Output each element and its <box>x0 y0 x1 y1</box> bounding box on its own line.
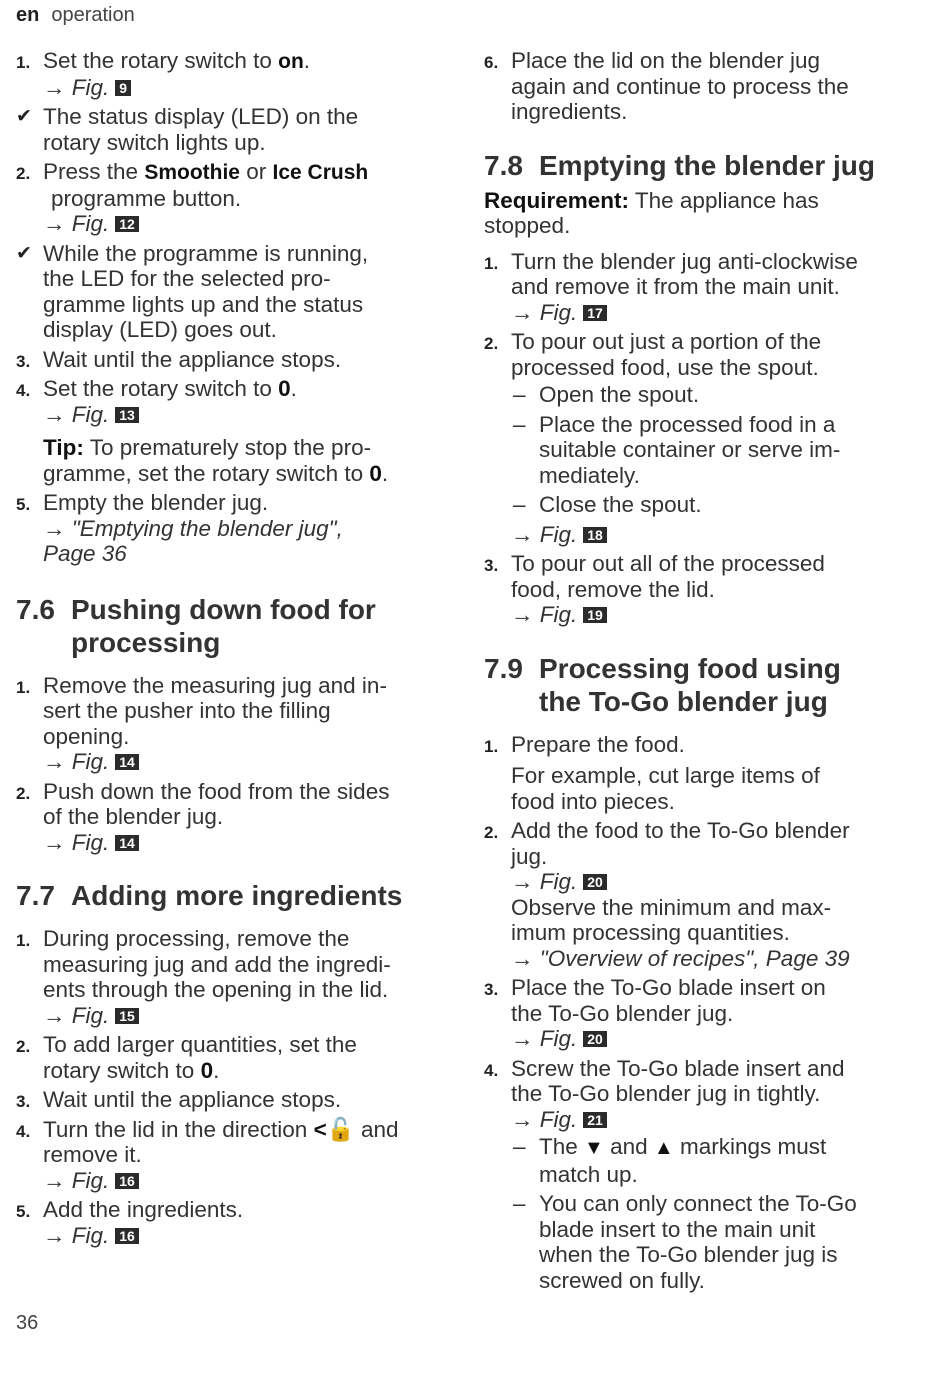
step-5 <box>16 490 446 567</box>
step-4 <box>16 376 446 427</box>
step-number: 4. <box>16 381 31 400</box>
conjunction: and <box>361 1116 399 1142</box>
figure-label: → Fig. <box>43 749 110 774</box>
figure-label: → Fig. <box>43 211 110 236</box>
figure-ref <box>511 522 924 548</box>
dash-bullet: – <box>513 1134 526 1159</box>
figure-label: → Fig. <box>511 521 578 547</box>
figure-badge: 14 <box>115 754 139 770</box>
step-1 <box>16 673 446 775</box>
figure-badge: 21 <box>583 1112 607 1128</box>
punctuation: . <box>213 1057 220 1083</box>
figure-badge: 12 <box>115 216 139 232</box>
result-line: rotary switch lights up. <box>43 129 266 155</box>
sub-step-text: when the To-Go blender jug is <box>539 1242 838 1267</box>
figure-ref <box>511 1026 924 1052</box>
step-number: 2. <box>484 334 499 353</box>
figure-label: → Fig. <box>511 869 578 894</box>
step-text: Wait until the appliance stops. <box>43 346 342 372</box>
figure-badge: 16 <box>115 1228 139 1244</box>
section-title: Pushing down food for <box>71 593 376 625</box>
figure-label: → Fig. <box>43 401 110 427</box>
step-2 <box>16 779 446 856</box>
sub-step-text: suitable container or serve im- <box>539 437 841 462</box>
figure-label: → Fig. <box>43 1002 110 1028</box>
step-text: Turn the blender jug anti-clockwise <box>511 248 858 274</box>
switch-position: 0 <box>369 460 382 486</box>
step-text: Remove the measuring jug and in- <box>43 672 387 698</box>
sub-step-text: blade insert to the main unit <box>539 1216 816 1242</box>
step-number: 1. <box>484 736 499 756</box>
section-title: the To-Go blender jug <box>539 685 828 717</box>
step-number: 3. <box>484 980 499 999</box>
cross-reference-link[interactable]: → "Emptying the blender jug", <box>43 515 343 541</box>
result-line: gramme lights up and the status <box>43 291 364 317</box>
programme-ice-crush: Ice Crush <box>272 161 369 184</box>
step-text: To add larger quantities, set the <box>43 1032 357 1057</box>
tip-text: gramme, set the rotary switch to <box>43 460 364 486</box>
tip-text: To prematurely stop the pro- <box>89 435 372 460</box>
step-2 <box>484 329 924 547</box>
result-line: display (LED) goes out. <box>43 317 277 342</box>
sub-step <box>511 382 924 408</box>
step-text: measuring jug and add the ingredi- <box>43 951 391 977</box>
step-text: Add the food to the To-Go blender <box>511 818 850 843</box>
step-number: 2. <box>16 1037 31 1056</box>
sub-step <box>511 492 924 518</box>
step-3 <box>484 551 924 628</box>
section-heading-7-7 <box>16 879 446 912</box>
step-6 <box>484 48 924 125</box>
step-1 <box>16 48 446 100</box>
figure-ref <box>43 1168 446 1194</box>
figure-ref <box>511 869 924 895</box>
figure-badge: 9 <box>115 80 131 96</box>
step-1 <box>16 926 446 1028</box>
sub-step-text: match up. <box>539 1161 638 1187</box>
sub-step-text: Close the spout. <box>539 492 702 517</box>
step-text: Screw the To-Go blade insert and <box>511 1055 845 1081</box>
sub-step-text: Open the spout. <box>539 382 700 407</box>
figure-ref <box>43 211 446 237</box>
language-code: en <box>16 4 40 26</box>
step-4 <box>484 1056 924 1294</box>
figure-badge: 18 <box>583 527 607 543</box>
sub-step-text: markings must <box>679 1134 827 1159</box>
step-number: 5. <box>16 495 31 514</box>
right-column <box>484 48 924 1297</box>
step-note: food into pieces. <box>511 788 675 814</box>
requirement-text: The appliance has <box>634 187 819 213</box>
step-text: jug. <box>511 843 548 869</box>
figure-ref <box>43 75 446 101</box>
figure-label: → Fig. <box>511 602 578 627</box>
punctuation: . <box>303 48 311 73</box>
section-title: Emptying the blender jug <box>539 149 876 181</box>
check-icon: ✔ <box>16 242 32 264</box>
step-text: Wait until the appliance stops. <box>43 1087 342 1112</box>
step-number: 5. <box>16 1202 31 1221</box>
step-text: Press the <box>43 159 139 184</box>
step-3 <box>484 975 924 1052</box>
figure-label: → Fig. <box>43 829 110 855</box>
sub-step-text: The <box>539 1134 578 1159</box>
step-number: 3. <box>16 351 31 371</box>
step-text: again and continue to process the <box>511 73 849 99</box>
result-line: While the programme is running, <box>43 240 369 266</box>
step-2 <box>16 159 446 237</box>
triangle-up-icon: ▲ <box>653 1137 674 1159</box>
tip-note <box>43 435 446 486</box>
step-3 <box>16 347 446 373</box>
step-text: opening. <box>43 723 130 749</box>
punctuation: . <box>290 376 297 401</box>
section-heading-7-8 <box>484 149 924 182</box>
figure-ref <box>511 602 924 628</box>
switch-position: 0 <box>278 376 291 401</box>
step-text: the To-Go blender jug in tightly. <box>511 1081 821 1106</box>
section-number: 7.7 <box>16 880 55 911</box>
section-number: 7.6 <box>16 593 55 625</box>
step-text: ingredients. <box>511 99 628 124</box>
conjunction: or <box>246 159 267 184</box>
figure-label: → Fig. <box>511 299 578 325</box>
step-number: 1. <box>484 253 499 273</box>
left-column <box>16 48 446 1252</box>
step-text: Place the lid on the blender jug <box>511 48 820 73</box>
switch-position: on <box>278 50 304 73</box>
section-number: 7.9 <box>484 652 523 684</box>
figure-badge: 20 <box>583 1031 607 1047</box>
step-text: processed food, use the spout. <box>511 354 819 380</box>
step-text: food, remove the lid. <box>511 576 715 602</box>
figure-label: → Fig. <box>511 1026 578 1051</box>
result-line: the LED for the selected pro- <box>43 266 331 291</box>
step-note: imum processing quantities. <box>511 920 790 945</box>
section-title: processing <box>71 626 221 658</box>
tip-label: Tip: <box>43 435 84 460</box>
step-text: Place the To-Go blade insert on <box>511 975 826 1000</box>
step-number: 1. <box>16 931 31 950</box>
figure-ref <box>43 1223 446 1249</box>
figure-label: → Fig. <box>511 1106 578 1132</box>
figure-label: → Fig. <box>43 74 110 100</box>
figure-ref <box>511 300 924 326</box>
sub-step-text: screwed on fully. <box>539 1267 705 1293</box>
page-number: 36 <box>16 1312 39 1334</box>
step-number: 6. <box>484 53 499 72</box>
step-number: 1. <box>16 53 31 72</box>
check-icon: ✔ <box>16 106 32 127</box>
step-1 <box>484 249 924 326</box>
step-text: sert the pusher into the filling <box>43 698 331 723</box>
sub-step <box>511 1191 924 1293</box>
figure-ref <box>43 402 446 428</box>
triangle-down-icon: ▼ <box>584 1137 604 1159</box>
cross-reference-link[interactable]: → "Overview of recipes", Page 39 <box>511 945 850 971</box>
step-3 <box>16 1087 446 1113</box>
dash-bullet: – <box>513 411 526 437</box>
conjunction: and <box>610 1134 648 1159</box>
figure-badge: 20 <box>583 874 607 890</box>
step-number: 4. <box>484 1060 499 1080</box>
cross-reference-page[interactable]: Page 36 <box>43 541 127 566</box>
step-4 <box>16 1117 446 1194</box>
requirement-note <box>484 188 924 239</box>
punctuation: . <box>381 460 389 486</box>
step-2 <box>484 818 924 971</box>
step-number: 2. <box>484 823 499 842</box>
requirement-label: Requirement: <box>484 187 630 213</box>
step-text: Turn the lid in the direction <box>43 1116 308 1142</box>
step-text: remove it. <box>43 1142 142 1167</box>
step-text: and remove it from the main unit. <box>511 274 840 299</box>
step-text: To pour out just a portion of the <box>511 329 822 354</box>
result-2 <box>16 241 446 343</box>
section-heading-7-9 <box>484 652 924 718</box>
figure-ref <box>43 830 446 856</box>
figure-badge: 19 <box>583 607 607 623</box>
step-text: Prepare the food. <box>511 731 685 757</box>
figure-label: → Fig. <box>43 1167 110 1193</box>
figure-badge: 13 <box>115 407 139 423</box>
result-line: The status display (LED) on the <box>43 104 359 129</box>
step-5 <box>16 1197 446 1248</box>
sub-step-text: mediately. <box>539 462 640 488</box>
dash-bullet: – <box>513 1191 526 1216</box>
figure-ref <box>43 749 446 775</box>
figure-label: → Fig. <box>43 1222 110 1248</box>
step-text: Set the rotary switch to <box>43 48 272 73</box>
step-number: 3. <box>484 556 499 575</box>
step-number: 2. <box>16 164 31 183</box>
sub-step-text: Place the processed food in a <box>539 411 836 437</box>
step-text: ents through the opening in the lid. <box>43 977 389 1002</box>
switch-position: 0 <box>200 1057 214 1083</box>
figure-ref <box>511 1107 924 1133</box>
step-number: 3. <box>16 1092 31 1111</box>
programme-smoothie: Smoothie <box>144 161 240 184</box>
step-number: 1. <box>16 677 31 697</box>
sub-step <box>511 1134 924 1187</box>
step-note: For example, cut large items of <box>511 763 820 788</box>
step-text: To pour out all of the processed <box>511 551 825 576</box>
section-title: Processing food using <box>539 652 841 684</box>
section-title: Adding more ingredients <box>71 880 403 911</box>
unlock-direction-icon: <🔓 <box>313 1116 355 1142</box>
figure-badge: 15 <box>115 1008 139 1024</box>
figure-badge: 14 <box>115 835 139 851</box>
sub-step <box>511 412 924 489</box>
step-text: Push down the food from the sides <box>43 778 390 804</box>
step-note: Observe the minimum and max- <box>511 894 832 920</box>
step-2 <box>16 1032 446 1083</box>
step-number: 4. <box>16 1121 31 1141</box>
page-header <box>16 4 135 27</box>
requirement-text: stopped. <box>484 213 571 238</box>
section-name: operation <box>51 4 135 26</box>
section-heading-7-6 <box>16 593 446 659</box>
figure-ref <box>43 1003 446 1029</box>
step-text: rotary switch to <box>43 1057 195 1083</box>
step-text: Set the rotary switch to <box>43 376 272 401</box>
step-text: Empty the blender jug. <box>43 490 269 515</box>
step-text: During processing, remove the <box>43 926 350 951</box>
step-text: Add the ingredients. <box>43 1197 244 1222</box>
step-text: of the blender jug. <box>43 804 224 829</box>
result-1 <box>16 104 446 155</box>
step-1 <box>484 732 924 815</box>
dash-bullet: – <box>513 382 526 407</box>
step-number: 2. <box>16 783 31 803</box>
dash-bullet: – <box>513 492 526 517</box>
section-number: 7.8 <box>484 149 523 181</box>
figure-badge: 17 <box>583 305 607 321</box>
sub-step-text: You can only connect the To-Go <box>539 1191 857 1216</box>
step-text-line2: programme button. <box>51 185 242 211</box>
step-text: the To-Go blender jug. <box>511 1000 734 1026</box>
figure-badge: 16 <box>115 1173 139 1189</box>
